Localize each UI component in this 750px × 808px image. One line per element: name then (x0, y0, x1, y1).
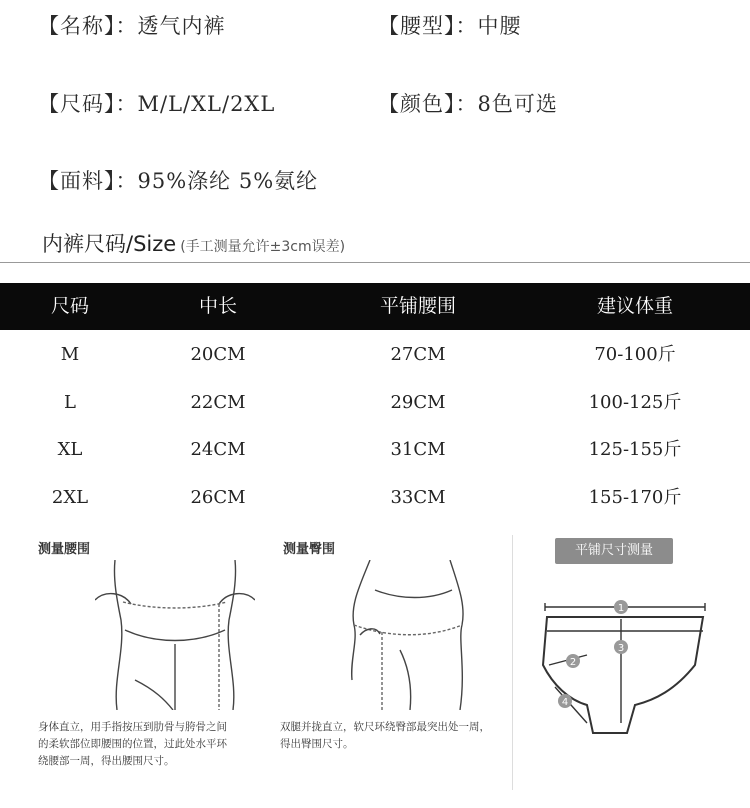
table-cell: 100-125斤 (588, 392, 682, 413)
spec-size-value: M/L/XL/2XL (137, 92, 276, 116)
table-cell: 20CM (190, 344, 246, 365)
flat-measure-diagram (535, 595, 715, 740)
flat-measure-title: 平铺尺寸测量 (555, 538, 673, 564)
divider (0, 262, 750, 263)
column-header-size: 尺码 (50, 295, 89, 317)
spec-name (38, 10, 226, 40)
svg-text:2: 2 (569, 657, 577, 668)
panel-divider (512, 535, 513, 790)
measure-marker-3 (614, 640, 628, 654)
table-cell: 70-100斤 (594, 344, 676, 365)
measure-marker-4 (558, 694, 572, 708)
waist-desc-line: 的柔软部位即腰围的位置，过此处水平环 (38, 738, 227, 750)
hip-guide-title: 测量臀围 (283, 542, 336, 557)
waist-desc-line: 身体直立，用手指按压到肋骨与胯骨之间 (38, 721, 227, 733)
table-cell: 31CM (390, 439, 446, 460)
table-cell: XL (57, 439, 83, 460)
table-cell: 155-170斤 (588, 487, 682, 508)
column-header-length: 中长 (198, 295, 237, 317)
spec-color-label: 【颜色】： (378, 92, 478, 116)
spec-material (38, 165, 318, 195)
spec-waist-type-value: 中腰 (477, 14, 522, 38)
measure-marker-2 (566, 654, 580, 668)
hip-illustration (340, 560, 480, 710)
hip-desc-line: 得出臀围尺寸。 (280, 738, 354, 750)
table-cell: M (60, 344, 80, 365)
spec-material-label: 【面料】： (38, 169, 138, 193)
waist-guide-title: 测量腰围 (38, 542, 91, 557)
waist-illustration (95, 560, 255, 710)
spec-waist-type (378, 10, 522, 40)
table-cell: 26CM (190, 487, 246, 508)
hip-guide-description (280, 719, 490, 753)
table-cell: 29CM (390, 392, 446, 413)
spec-material-value: 95%涤纶 5%氨纶 (137, 169, 319, 193)
measure-marker-1 (614, 600, 628, 614)
waist-guide-description (38, 719, 227, 770)
size-table-header (0, 283, 750, 330)
spec-color-value: 8色可选 (477, 92, 558, 116)
size-chart-note: (手工测量允许±3cm误差) (180, 239, 346, 255)
svg-text:3: 3 (617, 643, 625, 654)
table-cell: 125-155斤 (588, 439, 682, 460)
spec-size-label: 【尺码】： (38, 92, 138, 116)
table-cell: 2XL (51, 487, 89, 508)
size-chart-heading (42, 228, 345, 258)
size-chart-title: 内裤尺码/Size (42, 232, 177, 256)
spec-color (378, 88, 558, 118)
column-header-weight: 建议体重 (596, 295, 673, 317)
table-cell: 33CM (390, 487, 446, 508)
waist-desc-line: 绕腰部一周，得出腰围尺寸。 (38, 755, 175, 767)
column-header-flat-waist: 平铺腰围 (379, 295, 456, 317)
table-cell: 22CM (190, 392, 246, 413)
table-cell: 24CM (190, 439, 246, 460)
svg-text:1: 1 (617, 603, 625, 614)
table-cell: L (64, 392, 76, 413)
spec-name-value: 透气内裤 (137, 14, 226, 38)
table-cell: 27CM (390, 344, 446, 365)
spec-size (38, 88, 275, 118)
spec-waist-type-label: 【腰型】： (378, 14, 478, 38)
hip-desc-line: 双腿并拢直立，软尺环绕臀部最突出处一周， (280, 721, 490, 733)
spec-name-label: 【名称】： (38, 14, 138, 38)
svg-text:4: 4 (561, 697, 569, 708)
